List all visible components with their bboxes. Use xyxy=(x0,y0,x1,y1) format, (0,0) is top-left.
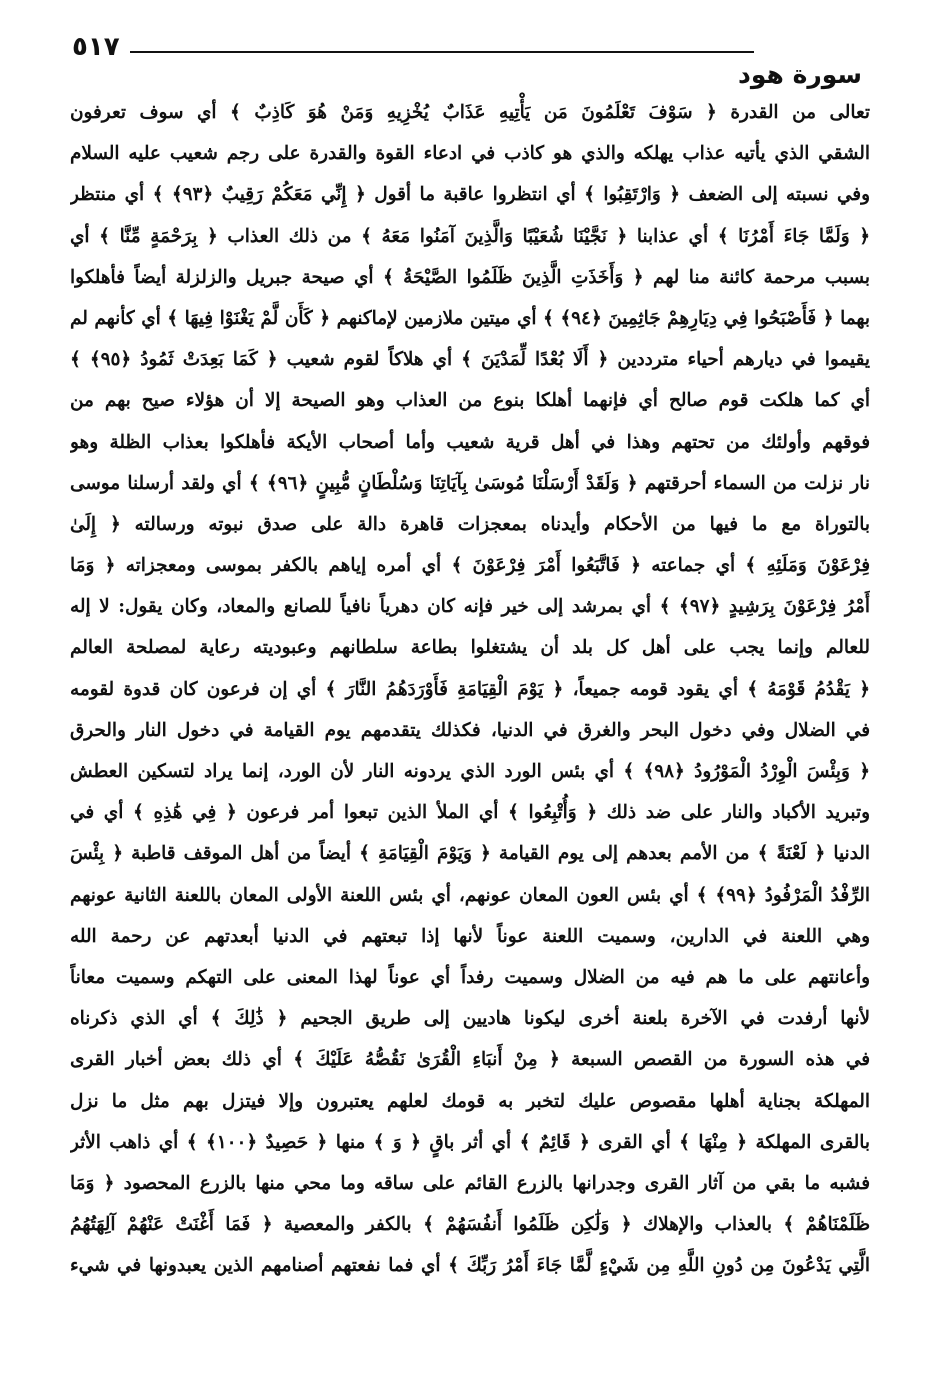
text-line: في الضلال وفي دخول البحر والغرق في الدنيا، فكذلك يتقدمهم يوم القيامة في دخول النار والحرق xyxy=(70,719,870,741)
text-line: وتبريد الأكباد والنار على ضد ذلك ﴿ وَأُتْبِعُوا ﴾ أي الملأ الذين تبعوا أمر فرعون ﴿ فِي هَٰذِهِ ﴾ أي في xyxy=(70,802,870,824)
commentary-text xyxy=(70,92,870,1286)
header-rule xyxy=(130,51,754,53)
text-line: الشقي الذي يأتيه عذاب يهلكه والذي هو كاذب في ادعاء القوة والقدرة على رجم شعيب عليه السلام xyxy=(70,143,870,165)
text-line: وأعانتهم على ما هم فيه من الضلال وسميت رفداً أي عوناً لهذا المعنى على التهكم وسميت معاناً xyxy=(70,966,870,988)
text-line: فشبه ما بقي من آثار القرى وجدرانها بالزرع القائم على ساقه وما محي منها بالزرع المحصود ﴿ وَمَا xyxy=(70,1172,870,1194)
text-line: وهي اللعنة في الدارين، وسميت اللعنة عوناً لأنها إذا تبعتهم في الدنيا أبعدتهم عن رحمة الله xyxy=(70,925,870,947)
text-line: بالتوراة مع ما فيها من الأحكام وأيدناه بمعجزات قاهرة دالة على صدق نبوته ورسالته ﴿ إِلَىٰ xyxy=(70,513,870,535)
text-line: بسبب مرحمة كائنة منا لهم ﴿ وَأَخَذَتِ الَّذِينَ ظَلَمُوا الصَّيْحَةُ ﴾ أي صيحة جبريل والزلزلة أيضاً فأهلكوا xyxy=(70,266,870,288)
text-line: أَمْرُ فِرْعَوْنَ بِرَشِيدٍ ﴿٩٧﴾ ﴾ أي بمرشد إلى خير فإنه كان دهرياً نافياً للصانع والمعاد، وكان يقول: لا إله xyxy=(70,596,870,618)
text-line: الَّتِي يَدْعُونَ مِن دُونِ اللَّهِ مِن شَيْءٍ لَّمَّا جَاءَ أَمْرُ رَبِّكَ ﴾ أي فما نفعتهم أصنامهم الذين يعبدونها في شيء xyxy=(70,1255,870,1277)
text-line: فوقهم وأولئك من تحتهم وهذا في أهل قرية شعيب وأما أصحاب الأيكة فأهلكوا بعذاب الظلة وهو xyxy=(70,431,870,453)
text-line: الدنيا ﴿ لَعْنَةً ﴾ من الأمم بعدهم إلى يوم القيامة ﴿ وَيَوْمَ الْقِيَامَةِ ﴾ أيضاً من أهل الموقف قاطبة ﴿ بِئْسَ xyxy=(70,843,870,865)
text-line: نار نزلت من السماء أحرقتهم ﴿ وَلَقَدْ أَرْسَلْنَا مُوسَىٰ بِآيَاتِنَا وَسُلْطَانٍ مُّبِينٍ ﴿٩٦﴾ ﴾ أي ولقد أرسلنا موسى xyxy=(70,472,870,494)
text-line: ﴿ يَقْدُمُ قَوْمَهُ ﴾ أي يقود قومه جميعاً، ﴿ يَوْمَ الْقِيَامَةِ فَأَوْرَدَهُمُ النَّارَ ﴾ أي إن فرعون كان قدوة لقومه xyxy=(70,678,870,700)
page-header xyxy=(72,30,862,90)
text-line: لأنها أرفدت في الآخرة بلعنة أخرى ليكونا هاديين إلى طريق الجحيم ﴿ ذَٰلِكَ ﴾ أي الذي ذكرناه xyxy=(70,1008,870,1030)
text-line: ظَلَمْنَاهُمْ ﴾ بالعذاب والإهلاك ﴿ وَلَٰكِن ظَلَمُوا أَنفُسَهُمْ ﴾ بالكفر والمعصية ﴿ فَمَا أَغْنَتْ عَنْهُمْ آلِهَتُهُمُ xyxy=(70,1214,870,1236)
text-line: فِرْعَوْنَ وَمَلَئِهِ ﴾ أي جماعته ﴿ فَاتَّبَعُوا أَمْرَ فِرْعَوْنَ ﴾ أي أمره إياهم بالكفر بموسى ومعجزاته ﴿ وَمَا xyxy=(70,555,870,577)
text-line: بهما ﴿ فَأَصْبَحُوا فِي دِيَارِهِمْ جَاثِمِينَ ﴿٩٤﴾ ﴾ أي ميتين ملازمين لإماكنهم ﴿ كَأَن لَّمْ يَغْنَوْا فِيهَا ﴾ أي كأنهم لم xyxy=(70,307,870,329)
text-line: ﴿ وَبِئْسَ الْوِرْدُ الْمَوْرُودُ ﴿٩٨﴾ ﴾ أي بئس الورد الذي يردونه النار لأن الورد، إنما يراد لتسكين العطش xyxy=(70,761,870,782)
text-line: المهلكة بجناية أهلها مقصوص عليك لتخبر به قومك لعلهم يعتبرون وإلا فيتزل بهم مثل ما نزل xyxy=(70,1090,870,1112)
text-line: يقيموا في ديارهم أحياء مترددين ﴿ أَلَا بُعْدًا لِّمَدْيَنَ ﴾ أي هلاكاً لقوم شعيب ﴿ كَمَا بَعِدَتْ ثَمُودُ ﴿٩٥﴾ ﴾ xyxy=(70,349,870,371)
surah-title: سورة هود xyxy=(738,60,862,89)
text-line: وفي نسبته إلى الضعف ﴿ وَارْتَقِبُوا ﴾ أي انتظروا عاقبة ما أقول ﴿ إِنِّي مَعَكُمْ رَقِيبٌ ﴿٩٣﴾ ﴾ أي منتظر xyxy=(70,184,870,206)
text-line: للعالم وإنما يجب على أهل كل بلد أن يشتغلوا بطاعة سلطانهم وعبوديته رعاية لمصلحة العالم xyxy=(70,637,870,659)
text-line: الرِّفْدُ الْمَرْفُودُ ﴿٩٩﴾ ﴾ أي بئس العون المعان عونهم، أي بئس اللعنة الأولى المعان باللعنة الثانية عونهم xyxy=(70,884,870,906)
text-line: أي كما هلكت قوم صالح أي فإنهما أهلكا بنوع من العذاب وهو الصيحة إلا أن هؤلاء صيح بهم من xyxy=(70,390,870,412)
text-line: بالقرى المهلكة ﴿ مِنْهَا ﴾ أي القرى ﴿ قَائِمٌ ﴾ أي أثر باقٍ ﴿ وَ ﴾ منها ﴿ حَصِيدٌ ﴿١٠٠﴾ ﴾ أي ذاهب الأثر xyxy=(70,1131,870,1153)
page-number: ٥١٧ xyxy=(72,32,120,62)
text-line: في هذه السورة من القصص السبعة ﴿ مِنْ أَنبَاءِ الْقُرَىٰ نَقُصُّهُ عَلَيْكَ ﴾ أي ذلك بعض أخبار القرى xyxy=(70,1049,870,1071)
text-line: تعالى من القدرة ﴿ سَوْفَ تَعْلَمُونَ مَن يَأْتِيهِ عَذَابٌ يُخْزِيهِ وَمَنْ هُوَ كَاذِبٌ ﴾ أي سوف تعرفون xyxy=(70,102,870,123)
text-line: ﴿ وَلَمَّا جَاءَ أَمْرُنَا ﴾ أي عذابنا ﴿ نَجَّيْنَا شُعَيْبًا وَالَّذِينَ آمَنُوا مَعَهُ ﴾ من ذلك العذاب ﴿ بِرَحْمَةٍ مِّنَّا ﴾ أي xyxy=(70,225,870,247)
